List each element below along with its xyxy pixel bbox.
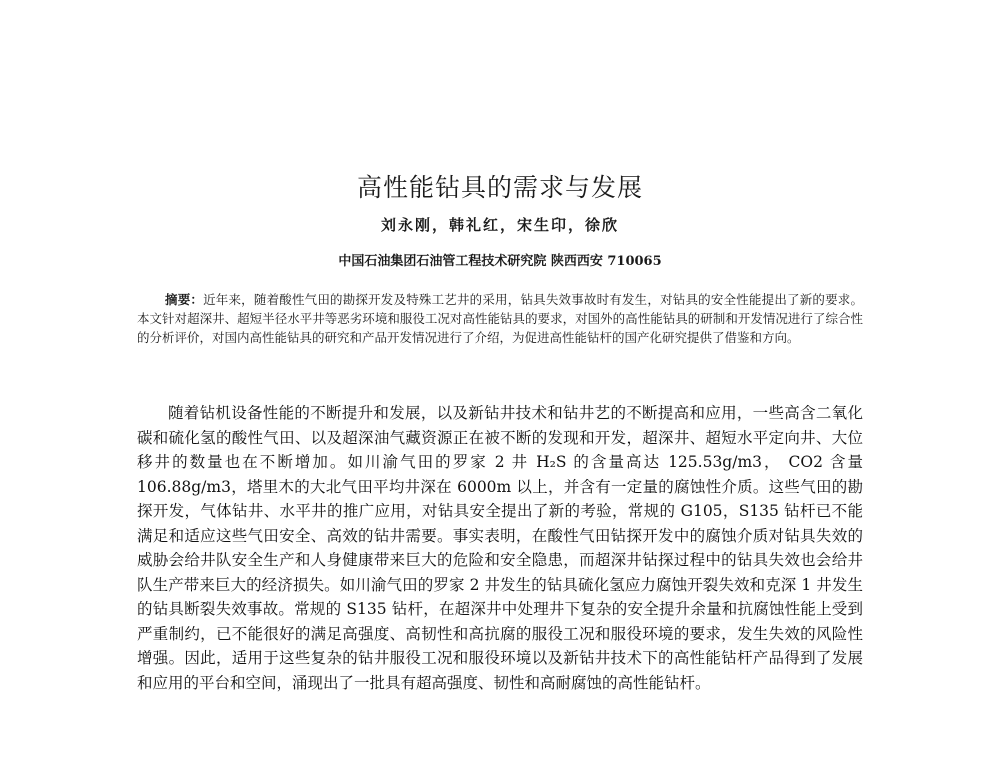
paper-title: 高性能钻具的需求与发展: [356, 173, 643, 202]
affiliation-line: 中国石油集团石油管工程技术研究院 陕西西安 710065: [338, 254, 662, 269]
author-list: 刘永刚，韩礼红，宋生印，徐欣: [380, 216, 619, 234]
abstract-paragraph: [137, 290, 863, 347]
abstract-label: 摘要：: [165, 292, 204, 307]
abstract-text: 近年来，随着酸性气田的勘探开发及特殊工艺井的采用，钻具失效事故时有发生，对钻具的安全性能提出了新的要求。本文针对超深井、超短半径水平井等恶劣环境和服役工况对高性能钻具的要求，对国外的高性能钻具的研制和开发情况进行了综合性的分析评价，对国内高性能钻具的研究和产品开发情况进行了介绍，为促进高性能钻杆的国产化研究提供了借鉴和方向。: [137, 292, 863, 345]
body-paragraph: 随着钻机设备性能的不断提升和发展，以及新钻井技术和钻井艺的不断提高和应用，一些高含二氧化碳和硫化氢的酸性气田、以及超深油气藏资源正在被不断的发现和开发，超深井、超短水平定向井、大位移井的数量也在不断增加。如川渝气田的罗家 2 井 H₂S 的含量高达 125.53g/m3， CO2 含量 106.88g/m3，塔里木的大北气田平均井深在 6000m 以上，并含有一定量的腐蚀性介质。这些气田的勘探开发，气体钻井、水平井的推广应用，对钻具安全提出了新的考验，常规的 G105，S135 钻杆已不能满足和适应这些气田安全、高效的钻井需要。事实表明，在酸性气田钻探开发中的腐蚀介质对钻具失效的威胁会给井队安全生产和人身健康带来巨大的危险和安全隐患，而超深井钻探过程中的钻具失效也会给井队生产带来巨大的经济损失。如川渝气田的罗家 2 井发生的钻具硫化氢应力腐蚀开裂失效和克深 1 井发生的钻具断裂失效事故。常规的 S135 钻杆，在超深井中处理井下复杂的安全提升余量和抗腐蚀性能上受到严重制约，已不能很好的满足高强度、高韧性和高抗腐的服役工况和服役环境的要求，发生失效的风险性增强。因此，适用于这些复杂的钻井服役工况和服役环境以及新钻井技术下的高性能钻杆产品得到了发展和应用的平台和空间，涌现出了一批具有超高强度、韧性和高耐腐蚀的高性能钻杆。: [137, 404, 863, 692]
